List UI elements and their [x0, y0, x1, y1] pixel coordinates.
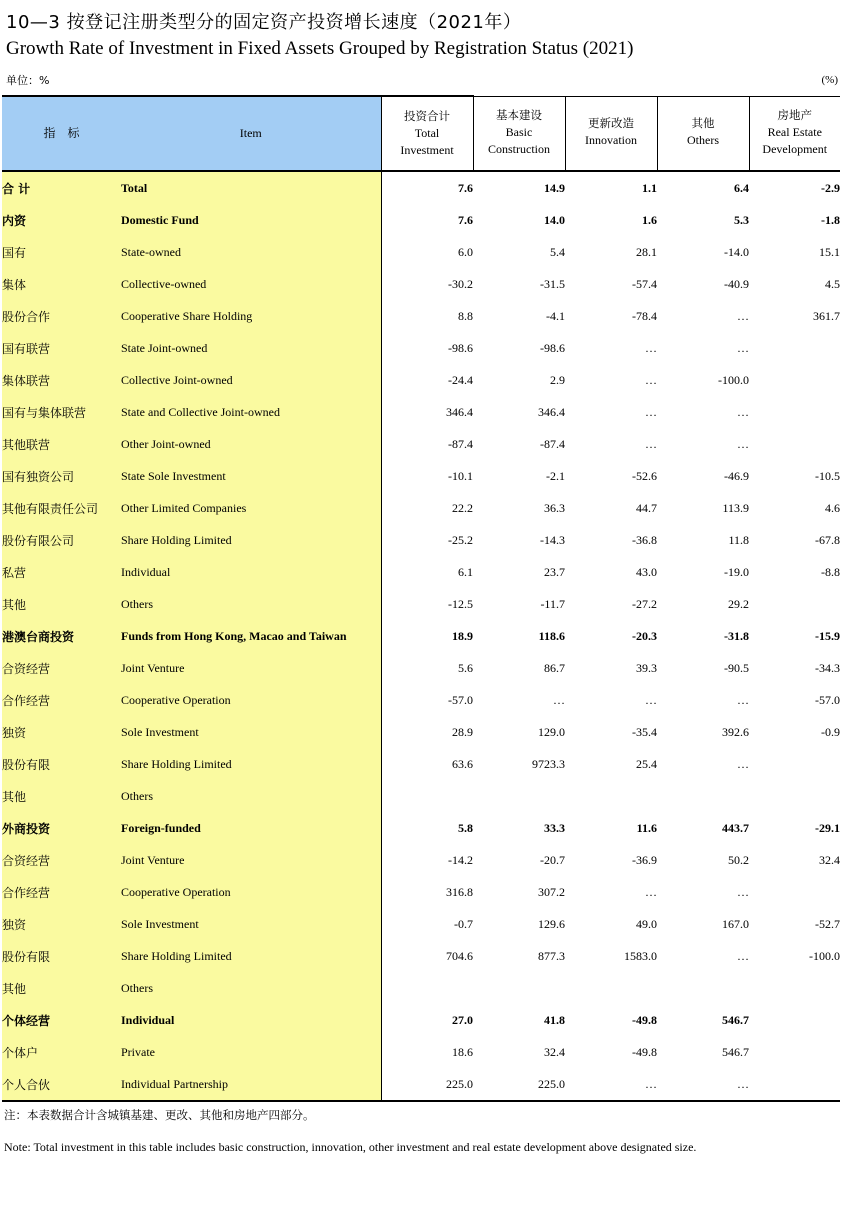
cell-real-estate — [749, 396, 840, 428]
row-label-en: Sole Investment — [121, 908, 381, 940]
table-header — [2, 96, 840, 171]
cell-basic-construction: 86.7 — [544, 660, 565, 675]
cell-total: 7.6 — [458, 180, 473, 195]
cell-total: 5.8 — [458, 820, 473, 835]
cell-real-estate: -34.3 — [815, 660, 840, 675]
cell-basic-construction: 32.4 — [544, 1044, 565, 1059]
header-col-cn: 其他 — [691, 116, 715, 131]
table-row — [2, 940, 840, 972]
row-label-en: Cooperative Share Holding — [121, 300, 381, 332]
row-label-cn: 个体经营 — [2, 1004, 121, 1036]
cell-basic-construction: -87.4 — [540, 436, 565, 451]
header-basic-construction — [473, 96, 565, 171]
cell-basic-construction: -98.6 — [540, 340, 565, 355]
cell-innovation — [565, 780, 657, 812]
cell-others: … — [737, 404, 749, 419]
header-innovation — [565, 96, 657, 171]
cell-total: 316.8 — [446, 884, 473, 899]
table-row — [2, 972, 840, 1004]
cell-total: -24.4 — [448, 372, 473, 387]
row-label-cn: 其他 — [2, 780, 121, 812]
cell-basic-construction: … — [553, 692, 565, 707]
cell-innovation: 25.4 — [636, 756, 657, 771]
row-label-en: Joint Venture — [121, 844, 381, 876]
cell-others: 11.8 — [728, 532, 749, 547]
header-col-en1: Innovation — [585, 133, 637, 148]
cell-basic-construction: -4.1 — [546, 308, 565, 323]
header-total-cn: 投资合计 — [404, 109, 450, 123]
table-row — [2, 364, 840, 396]
cell-total: 18.9 — [452, 628, 473, 643]
table-body — [2, 171, 840, 1101]
row-label-en: Foreign-funded — [121, 812, 381, 844]
header-col-en1: Real Estate — [767, 124, 822, 139]
cell-others: 6.4 — [734, 180, 749, 195]
row-label-cn: 独资 — [2, 908, 121, 940]
cell-others: -40.9 — [724, 276, 749, 291]
cell-innovation: … — [645, 404, 657, 419]
cell-real-estate: 32.4 — [819, 852, 840, 867]
row-label-en: Share Holding Limited — [121, 748, 381, 780]
row-label-en: Share Holding Limited — [121, 524, 381, 556]
cell-real-estate: -15.9 — [815, 628, 840, 643]
row-label-cn: 集体联营 — [2, 364, 121, 396]
cell-total — [381, 780, 473, 812]
header-col-cn: 房地产 — [777, 107, 812, 122]
cell-real-estate: -29.1 — [815, 820, 840, 835]
cell-total: -0.7 — [454, 916, 473, 931]
cell-innovation: … — [645, 884, 657, 899]
row-label-cn: 合资经营 — [2, 844, 121, 876]
cell-basic-construction: 41.8 — [544, 1012, 565, 1027]
row-label-en: Individual — [121, 1004, 381, 1036]
cell-real-estate — [749, 1068, 840, 1101]
cell-real-estate: -57.0 — [815, 692, 840, 707]
cell-basic-construction: 5.4 — [550, 244, 565, 259]
cell-total: -10.1 — [448, 468, 473, 483]
note-en: Note: Total investment in this table includes basic construction, innovation, other investment and real estate development above designated size. — [4, 1140, 697, 1154]
table-row — [2, 588, 840, 620]
cell-innovation: 1.6 — [642, 212, 657, 227]
cell-others: -14.0 — [724, 244, 749, 259]
cell-others: … — [737, 340, 749, 355]
cell-innovation: 1583.0 — [624, 948, 657, 963]
cell-innovation: … — [565, 1068, 657, 1101]
row-label-en: Cooperative Operation — [121, 684, 381, 716]
cell-total — [381, 972, 473, 1004]
cell-others — [657, 780, 749, 812]
cell-total: 28.9 — [452, 724, 473, 739]
page-title-en: Growth Rate of Investment in Fixed Assets Grouped by Registration Status (2021) — [6, 38, 634, 59]
row-label-cn: 国有 — [2, 236, 121, 268]
row-label-cn: 独资 — [2, 716, 121, 748]
cell-basic-construction — [473, 780, 565, 812]
table-row — [2, 748, 840, 780]
row-label-cn: 其他联营 — [2, 428, 121, 460]
cell-basic-construction: 118.6 — [538, 628, 565, 643]
cell-total: -30.2 — [448, 276, 473, 291]
table-row — [2, 812, 840, 844]
cell-innovation: -78.4 — [632, 308, 657, 323]
row-label-en: Sole Investment — [121, 716, 381, 748]
cell-innovation: 28.1 — [636, 244, 657, 259]
cell-innovation: 44.7 — [636, 500, 657, 515]
cell-total: -25.2 — [448, 532, 473, 547]
cell-innovation: 11.6 — [636, 820, 657, 835]
cell-innovation — [565, 972, 657, 1004]
cell-others: -19.0 — [724, 564, 749, 579]
table-row — [2, 1036, 840, 1068]
row-label-cn: 国有与集体联营 — [2, 396, 121, 428]
table-row — [2, 652, 840, 684]
cell-others: 392.6 — [722, 724, 749, 739]
cell-innovation: -27.2 — [632, 596, 657, 611]
cell-basic-construction: -2.1 — [546, 468, 565, 483]
cell-innovation: … — [645, 340, 657, 355]
header-col-en2: Development — [762, 141, 828, 156]
row-label-en: Private — [121, 1036, 381, 1068]
row-label-cn: 其他 — [2, 588, 121, 620]
cell-total: 346.4 — [446, 404, 473, 419]
header-total — [381, 96, 473, 171]
cell-real-estate — [749, 972, 840, 1004]
cell-real-estate: -52.7 — [815, 916, 840, 931]
cell-real-estate — [749, 588, 840, 620]
cell-basic-construction: 346.4 — [538, 404, 565, 419]
cell-basic-construction: 307.2 — [538, 884, 565, 899]
cell-total: 704.6 — [446, 948, 473, 963]
cell-innovation: -49.8 — [632, 1044, 657, 1059]
table-row — [2, 268, 840, 300]
cell-innovation: … — [645, 436, 657, 451]
cell-innovation: 1.1 — [642, 180, 657, 195]
cell-real-estate — [749, 1004, 840, 1036]
row-label-en: Joint Venture — [121, 652, 381, 684]
cell-others: … — [737, 948, 749, 963]
cell-real-estate: 15.1 — [819, 244, 840, 259]
table-row — [2, 908, 840, 940]
table-row — [2, 780, 840, 812]
cell-basic-construction: 9723.3 — [532, 756, 565, 771]
header-item-en: Item — [121, 96, 381, 171]
table-row — [2, 332, 840, 364]
cell-others: 29.2 — [728, 596, 749, 611]
cell-others: 546.7 — [722, 1012, 749, 1027]
cell-total: 6.1 — [458, 564, 473, 579]
cell-total: 27.0 — [452, 1012, 473, 1027]
row-label-cn: 内资 — [2, 204, 121, 236]
row-label-en: Cooperative Operation — [121, 876, 381, 908]
unit-label-cn: 单位：% — [6, 74, 50, 87]
header-col-en1: Basic — [505, 124, 533, 139]
row-label-en: State and Collective Joint-owned — [121, 396, 381, 428]
row-label-cn: 股份有限 — [2, 748, 121, 780]
cell-innovation: 49.0 — [636, 916, 657, 931]
cell-basic-construction: -14.3 — [540, 532, 565, 547]
row-label-cn: 国有联营 — [2, 332, 121, 364]
table-row — [2, 1068, 840, 1101]
table-row — [2, 460, 840, 492]
cell-innovation: -35.4 — [632, 724, 657, 739]
row-label-en: Collective-owned — [121, 268, 381, 300]
row-label-en: Funds from Hong Kong, Macao and Taiwan — [121, 620, 381, 652]
cell-basic-construction: -31.5 — [540, 276, 565, 291]
row-label-en: State Sole Investment — [121, 460, 381, 492]
header-col-en2: Construction — [488, 141, 550, 156]
row-label-cn: 个人合伙 — [2, 1068, 121, 1101]
row-label-cn: 外商投资 — [2, 812, 121, 844]
cell-others: … — [657, 1068, 749, 1101]
cell-innovation: -52.6 — [632, 468, 657, 483]
row-label-en: Share Holding Limited — [121, 940, 381, 972]
cell-total: -57.0 — [448, 692, 473, 707]
cell-real-estate: -2.9 — [821, 180, 840, 195]
cell-total: 18.6 — [452, 1044, 473, 1059]
cell-innovation: -36.9 — [632, 852, 657, 867]
cell-total: 63.6 — [452, 756, 473, 771]
cell-innovation: -57.4 — [632, 276, 657, 291]
table-row — [2, 396, 840, 428]
cell-others: -46.9 — [724, 468, 749, 483]
cell-basic-construction: 23.7 — [544, 564, 565, 579]
row-label-en: State Joint-owned — [121, 332, 381, 364]
cell-basic-construction: 877.3 — [538, 948, 565, 963]
header-total-en2: Investment — [400, 143, 454, 157]
table-row — [2, 428, 840, 460]
row-label-en: Individual Partnership — [121, 1068, 381, 1101]
row-label-cn: 私营 — [2, 556, 121, 588]
note-cn: 注：本表数据合计含城镇基建、更改、其他和房地产四部分。 — [4, 1108, 315, 1122]
row-label-cn: 其他 — [2, 972, 121, 1004]
cell-total: 225.0 — [381, 1068, 473, 1101]
header-item-cn: 指 标 — [2, 96, 121, 171]
header-total-en1: Total — [414, 126, 440, 140]
row-label-cn: 其他有限责任公司 — [2, 492, 121, 524]
cell-others: 5.3 — [734, 212, 749, 227]
cell-real-estate: 4.5 — [825, 276, 840, 291]
cell-total: 6.0 — [458, 244, 473, 259]
cell-total: 5.6 — [458, 660, 473, 675]
cell-real-estate — [749, 332, 840, 364]
cell-others: … — [737, 884, 749, 899]
row-label-cn: 合 计 — [2, 171, 121, 204]
header-col-cn: 更新改造 — [588, 116, 634, 131]
row-label-en: Other Limited Companies — [121, 492, 381, 524]
row-label-en: Individual — [121, 556, 381, 588]
cell-basic-construction: 33.3 — [544, 820, 565, 835]
cell-basic-construction: -20.7 — [540, 852, 565, 867]
row-label-cn: 合作经营 — [2, 876, 121, 908]
cell-real-estate — [749, 364, 840, 396]
cell-innovation: -36.8 — [632, 532, 657, 547]
page-title-cn: 10—3 按登记注册类型分的固定资产投资增长速度（2021年） — [6, 12, 522, 33]
cell-basic-construction — [473, 972, 565, 1004]
row-label-cn: 股份有限 — [2, 940, 121, 972]
cell-basic-construction: 14.0 — [544, 212, 565, 227]
cell-basic-construction: 14.9 — [544, 180, 565, 195]
header-others — [657, 96, 749, 171]
cell-basic-construction: 225.0 — [473, 1068, 565, 1101]
cell-innovation: 39.3 — [636, 660, 657, 675]
cell-real-estate: -100.0 — [809, 948, 840, 963]
row-label-cn: 合资经营 — [2, 652, 121, 684]
row-label-en: Other Joint-owned — [121, 428, 381, 460]
row-label-en: Collective Joint-owned — [121, 364, 381, 396]
cell-others: 167.0 — [722, 916, 749, 931]
cell-innovation: -20.3 — [632, 628, 657, 643]
table-row — [2, 716, 840, 748]
cell-others: 50.2 — [728, 852, 749, 867]
cell-basic-construction: 2.9 — [550, 372, 565, 387]
cell-total: 22.2 — [452, 500, 473, 515]
table-row — [2, 1004, 840, 1036]
cell-basic-construction: 36.3 — [544, 500, 565, 515]
table-row — [2, 684, 840, 716]
cell-total: -14.2 — [448, 852, 473, 867]
table-row — [2, 204, 840, 236]
cell-real-estate: -1.8 — [821, 212, 840, 227]
table-row — [2, 171, 840, 204]
table-row — [2, 492, 840, 524]
row-label-en: State-owned — [121, 236, 381, 268]
row-label-cn: 港澳台商投资 — [2, 620, 121, 652]
cell-total: -12.5 — [448, 596, 473, 611]
row-label-cn: 个体户 — [2, 1036, 121, 1068]
cell-real-estate: -10.5 — [815, 468, 840, 483]
cell-others — [657, 972, 749, 1004]
cell-real-estate — [749, 780, 840, 812]
cell-innovation: … — [645, 692, 657, 707]
cell-others: -100.0 — [718, 372, 749, 387]
cell-total: 8.8 — [458, 308, 473, 323]
cell-basic-construction: 129.0 — [538, 724, 565, 739]
cell-others: -31.8 — [724, 628, 749, 643]
cell-innovation: … — [645, 372, 657, 387]
row-label-cn: 股份有限公司 — [2, 524, 121, 556]
table-row — [2, 620, 840, 652]
row-label-cn: 合作经营 — [2, 684, 121, 716]
cell-real-estate: 4.6 — [825, 500, 840, 515]
cell-real-estate: -0.9 — [821, 724, 840, 739]
cell-total: -87.4 — [448, 436, 473, 451]
cell-real-estate: -8.8 — [821, 564, 840, 579]
header-real-estate — [749, 96, 840, 171]
table-row — [2, 524, 840, 556]
unit-label-en: (%) — [821, 74, 838, 86]
cell-real-estate: -67.8 — [815, 532, 840, 547]
cell-basic-construction: 129.6 — [538, 916, 565, 931]
row-label-en: Others — [121, 588, 381, 620]
header-col-en1: Others — [687, 133, 719, 148]
cell-real-estate — [749, 748, 840, 780]
data-table — [2, 95, 840, 1102]
table-row — [2, 844, 840, 876]
table-row — [2, 236, 840, 268]
cell-others: … — [737, 436, 749, 451]
row-label-en: Total — [121, 171, 381, 204]
cell-innovation: 43.0 — [636, 564, 657, 579]
cell-others: -90.5 — [724, 660, 749, 675]
cell-real-estate — [749, 876, 840, 908]
cell-real-estate — [749, 1036, 840, 1068]
cell-others: 546.7 — [722, 1044, 749, 1059]
row-label-cn: 集体 — [2, 268, 121, 300]
row-label-en: Others — [121, 780, 381, 812]
cell-total: 7.6 — [458, 212, 473, 227]
cell-real-estate: 361.7 — [813, 308, 840, 323]
cell-others: 113.9 — [722, 500, 749, 515]
cell-basic-construction: -11.7 — [540, 596, 565, 611]
cell-total: -98.6 — [448, 340, 473, 355]
cell-others: 443.7 — [722, 820, 749, 835]
row-label-cn: 股份合作 — [2, 300, 121, 332]
row-label-en: Others — [121, 972, 381, 1004]
table-row — [2, 300, 840, 332]
cell-others: … — [737, 756, 749, 771]
cell-others: … — [737, 308, 749, 323]
cell-real-estate — [749, 428, 840, 460]
cell-others: … — [737, 692, 749, 707]
header-col-cn: 基本建设 — [496, 107, 542, 122]
row-label-cn: 国有独资公司 — [2, 460, 121, 492]
row-label-en: Domestic Fund — [121, 204, 381, 236]
table-row — [2, 556, 840, 588]
table-row — [2, 876, 840, 908]
cell-innovation: -49.8 — [632, 1012, 657, 1027]
